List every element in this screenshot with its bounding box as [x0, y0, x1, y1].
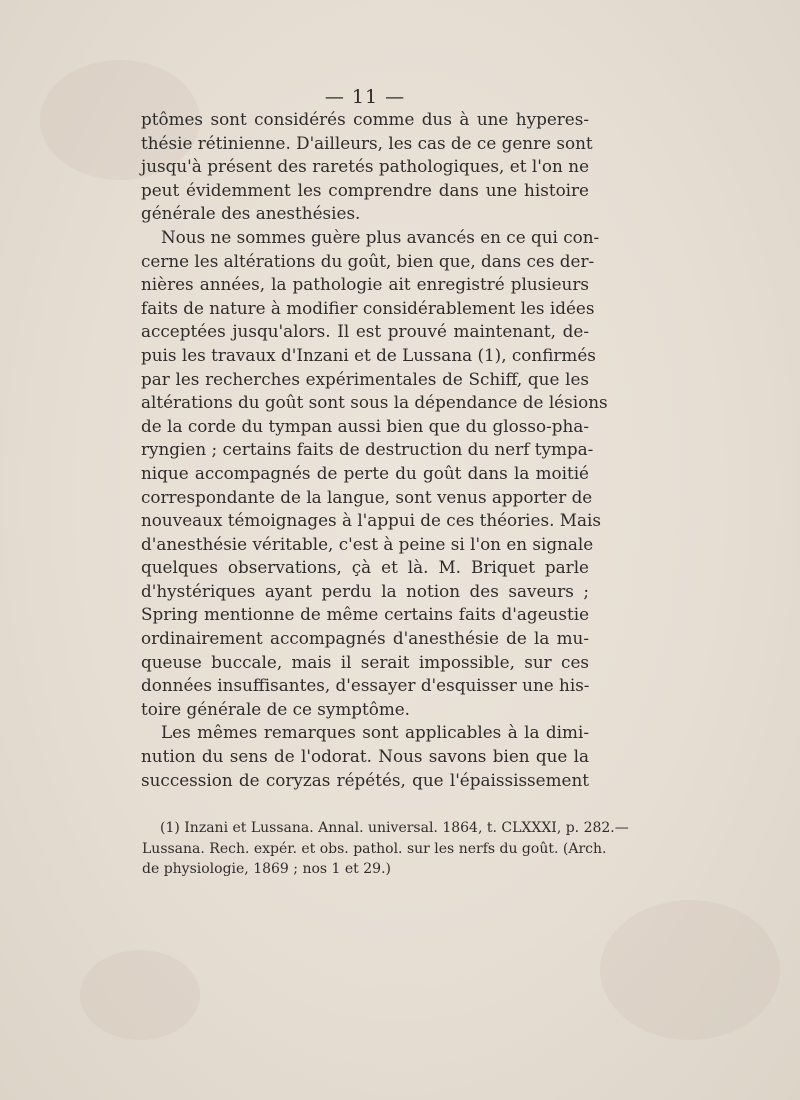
- text-line: nution du sens de l'odorat. Nous savons bien que la: [141, 746, 589, 767]
- text-line: quelques observations, çà et là. M. Briquet parle: [141, 557, 589, 578]
- body-text: [141, 108, 608, 792]
- paper-stain: [600, 900, 780, 1040]
- text-line: peut évidemment les comprendre dans une histoire: [141, 179, 589, 200]
- text-line: correspondante de la langue, sont venus apporter de: [141, 486, 593, 507]
- text-line: thésie rétinienne. D'ailleurs, les cas de ce genre sont: [141, 132, 593, 153]
- footnotes: [142, 818, 629, 880]
- page-number: — 11 —: [324, 86, 406, 108]
- text-line: queuse buccale, mais il serait impossible, sur ces: [141, 651, 589, 672]
- text-line: nique accompagnés de perte du goût dans la moitié: [141, 462, 589, 483]
- footnote-line: Lussana. Rech. expér. et obs. pathol. sur les nerfs du goût. (Arch.: [142, 840, 607, 857]
- text-line: données insuffisantes, d'essayer d'esquisser une his-: [141, 675, 590, 696]
- footnote-line: (1) Inzani et Lussana. Annal. universal. 1864, t. CLXXXI, p. 282.—: [160, 820, 629, 836]
- text-line: ptômes sont considérés comme dus à une hyperes-: [141, 109, 589, 129]
- text-line: acceptées jusqu'alors. Il est prouvé maintenant, de-: [141, 321, 589, 342]
- text-line: puis les travaux d'Inzani et de Lussana (1), confirmés: [141, 344, 596, 365]
- text-line: faits de nature à modifier considérablement les idées: [141, 297, 595, 318]
- paper-stain: [80, 950, 200, 1040]
- footnote-line: de physiologie, 1869 ; nos 1 et 29.): [142, 861, 391, 877]
- text-line: jusqu'à présent des raretés pathologiques, et l'on ne: [141, 156, 589, 177]
- text-line: cerne les altérations du goût, bien que, dans ces der-: [141, 250, 595, 271]
- text-line: ordinairement accompagnés d'anesthésie de la mu-: [141, 628, 589, 649]
- text-line: nouveaux témoignages à l'appui de ces théories. Mais: [141, 510, 601, 531]
- text-line: ryngien ; certains faits de destruction du nerf tympa-: [141, 439, 594, 460]
- text-line: d'anesthésie véritable, c'est à peine si l'on en signale: [141, 533, 594, 554]
- text-line: Les mêmes remarques sont applicables à la dimi-: [161, 722, 589, 743]
- text-line: succession de coryzas répétés, que l'épaississement: [141, 769, 589, 790]
- text-line: nières années, la pathologie ait enregistré plusieurs: [141, 274, 589, 295]
- text-line: toire générale de ce symptôme.: [141, 698, 411, 719]
- text-line: d'hystériques ayant perdu la notion des saveurs ;: [141, 580, 589, 601]
- text-line: Spring mentionne de même certains faits d'ageustie: [141, 604, 589, 625]
- text-line: par les recherches expérimentales de Schiff, que les: [141, 368, 589, 389]
- text-line: Nous ne sommes guère plus avancés en ce qui con-: [161, 226, 600, 247]
- text-line: de la corde du tympan aussi bien que du glosso-pha-: [141, 415, 589, 436]
- text-line: générale des anesthésies.: [141, 203, 361, 224]
- text-line: altérations du goût sont sous la dépendance de lésions: [141, 392, 608, 413]
